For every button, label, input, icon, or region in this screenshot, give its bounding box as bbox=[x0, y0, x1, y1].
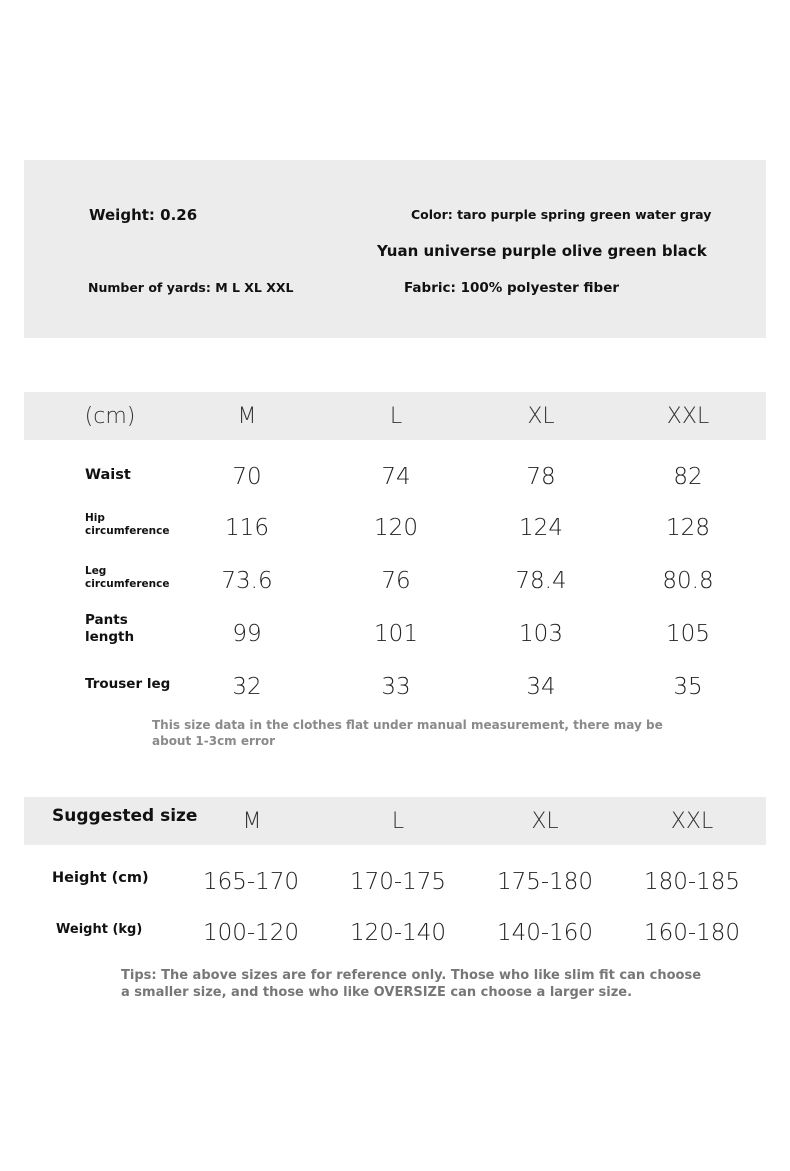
table-cell: 100-120 bbox=[202, 920, 300, 946]
row-label-trouser-leg: Trouser leg bbox=[85, 676, 171, 692]
table-cell: 140-160 bbox=[496, 920, 594, 946]
product-info-box bbox=[24, 160, 766, 338]
size-header: XXL bbox=[666, 404, 710, 429]
color-text-line2: Yuan universe purple olive green black bbox=[377, 242, 707, 260]
table-cell: 82 bbox=[673, 464, 703, 490]
row-label-leg: Leg circumference bbox=[85, 565, 170, 591]
table-cell: 32 bbox=[232, 674, 262, 700]
size-header: M bbox=[237, 404, 257, 429]
tips-note: Tips: The above sizes are for reference only. Those who like slim fit can choose a smaller size, and those who like OVERSIZE can choose a larger size. bbox=[121, 968, 702, 1000]
table-cell: 76 bbox=[381, 568, 411, 594]
table-cell: 33 bbox=[381, 674, 411, 700]
row-label-hip: Hip circumference bbox=[85, 512, 170, 538]
table-cell: 78.4 bbox=[515, 568, 567, 594]
size-header: XL bbox=[531, 809, 559, 834]
measurement-note: This size data in the clothes flat under manual measurement, there may be about 1-3cm error bbox=[152, 718, 663, 748]
weight-text: Weight: 0.26 bbox=[89, 206, 198, 224]
row-label-waist: Waist bbox=[85, 467, 131, 483]
table-cell: 116 bbox=[225, 515, 269, 541]
table-cell: 99 bbox=[232, 621, 262, 647]
table-cell: 105 bbox=[666, 621, 710, 647]
table-cell: 124 bbox=[519, 515, 563, 541]
size-header: XXL bbox=[670, 809, 714, 834]
table-cell: 70 bbox=[232, 464, 262, 490]
size-header: M bbox=[242, 809, 262, 834]
unit-header: (cm) bbox=[84, 404, 136, 429]
table-cell: 34 bbox=[526, 674, 556, 700]
size-header: L bbox=[389, 404, 403, 429]
table-cell: 180-185 bbox=[643, 869, 741, 895]
table-cell: 80.8 bbox=[662, 568, 714, 594]
row-label-height: Height (cm) bbox=[52, 870, 149, 886]
table-cell: 165-170 bbox=[202, 869, 300, 895]
size-header: L bbox=[391, 809, 405, 834]
fabric-text: Fabric: 100% polyester fiber bbox=[404, 280, 620, 296]
table-cell: 170-175 bbox=[349, 869, 447, 895]
table-cell: 160-180 bbox=[643, 920, 741, 946]
table-cell: 175-180 bbox=[496, 869, 594, 895]
color-text: Color: taro purple spring green water gray bbox=[411, 207, 712, 222]
table-cell: 78 bbox=[526, 464, 556, 490]
table-cell: 120-140 bbox=[349, 920, 447, 946]
table-cell: 73.6 bbox=[221, 568, 273, 594]
suggested-size-title: Suggested size bbox=[52, 806, 198, 826]
table-cell: 74 bbox=[381, 464, 411, 490]
table-cell: 120 bbox=[374, 515, 418, 541]
table-cell: 35 bbox=[673, 674, 703, 700]
table-cell: 128 bbox=[666, 515, 710, 541]
row-label-pants-length: Pants length bbox=[85, 612, 135, 645]
size-header: XL bbox=[527, 404, 555, 429]
table-cell: 101 bbox=[374, 621, 418, 647]
yards-text: Number of yards: M L XL XXL bbox=[88, 280, 294, 295]
table-cell: 103 bbox=[519, 621, 563, 647]
row-label-weight: Weight (kg) bbox=[56, 922, 143, 937]
